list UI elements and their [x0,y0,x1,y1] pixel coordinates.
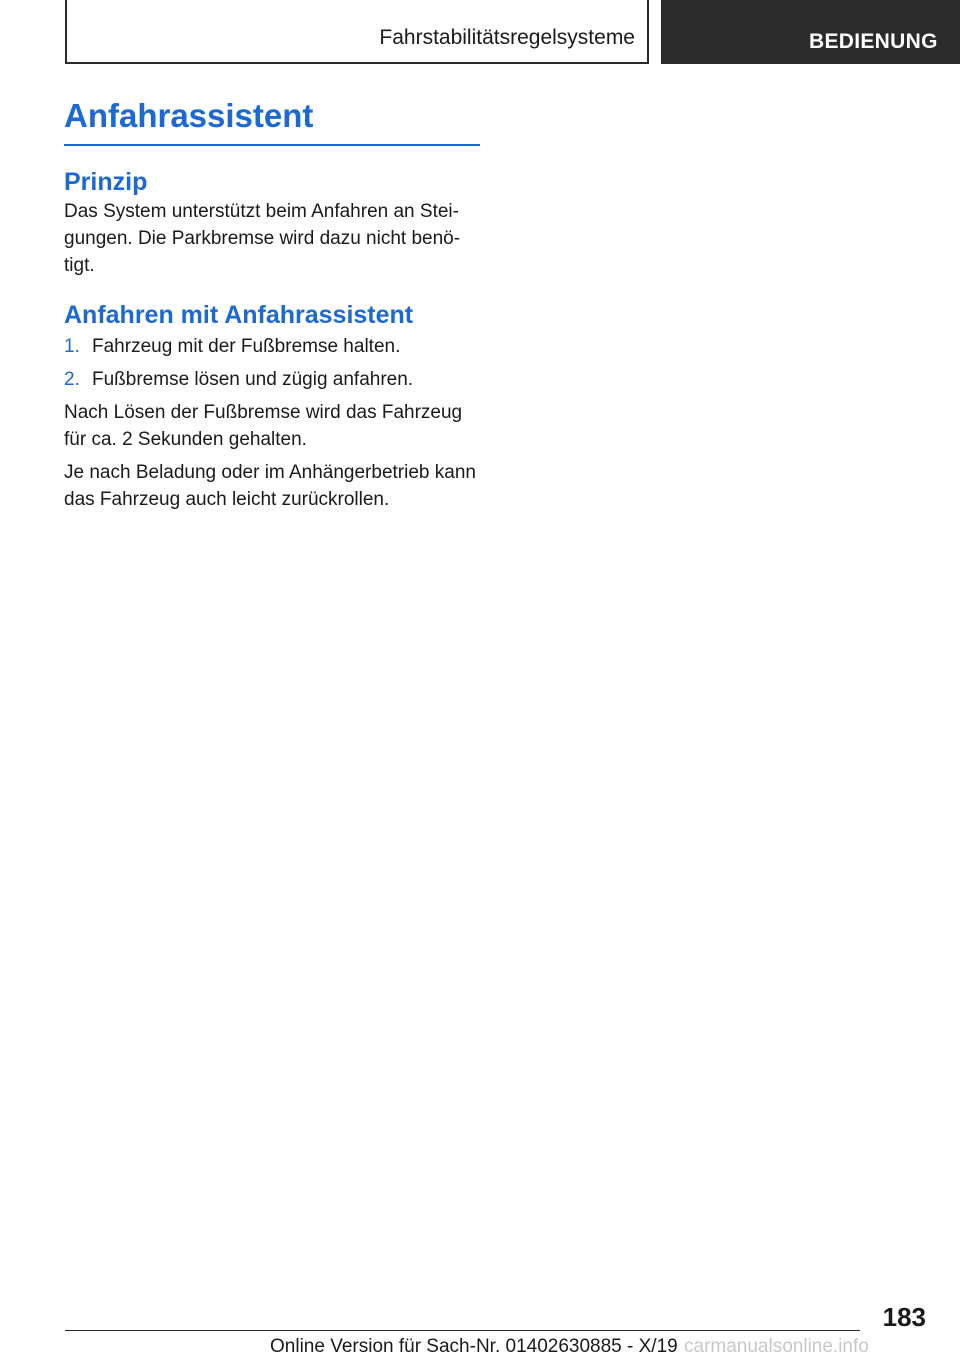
rollback-paragraph [64,459,484,513]
list-item [64,366,484,393]
principle-paragraph [64,198,484,279]
step-text: Fahrzeug mit der Fußbremse halten. [92,336,401,357]
list-item [64,333,484,360]
step-number: 2. [64,369,80,390]
step-number: 1. [64,336,80,357]
step-text: Fußbremse lösen und zügig anfahren. [92,369,414,390]
footer-divider [65,1330,860,1331]
footer-document-id: Online Version für Sach-Nr. 01402630885 - X/19 [270,1336,678,1357]
chapter-title-text: BEDIENUNG [809,30,938,53]
hold-line: für ca. 2 Sekunden gehalten. [64,429,307,450]
principle-line: Das System unterstützt beim Anfahren an Stei- [64,201,459,222]
page-title: Anfahrassistent [64,96,480,146]
rollback-line: Je nach Beladung oder im Anhängerbetrieb kann [64,462,476,483]
header-section-title [65,0,649,64]
page-number: 183 [882,1302,926,1332]
rollback-line: das Fahrzeug auch leicht zurückrollen. [64,489,390,510]
hold-line: Nach Lösen der Fußbremse wird das Fahrzeug [64,402,463,423]
principle-line: tigt. [64,255,95,276]
heading-principle: Prinzip [64,168,148,196]
heading-usage: Anfahren mit Anfahrassistent [64,301,414,329]
watermark-text: carmanualsonline.info [684,1336,869,1357]
principle-line: gungen. Die Parkbremse wird dazu nicht benö- [64,228,461,249]
header-chapter-tab [661,0,960,64]
page-content [64,96,484,513]
hold-paragraph [64,399,484,453]
section-title-text: Fahrstabilitätsregelsysteme [379,26,635,49]
steps-list [64,333,484,393]
